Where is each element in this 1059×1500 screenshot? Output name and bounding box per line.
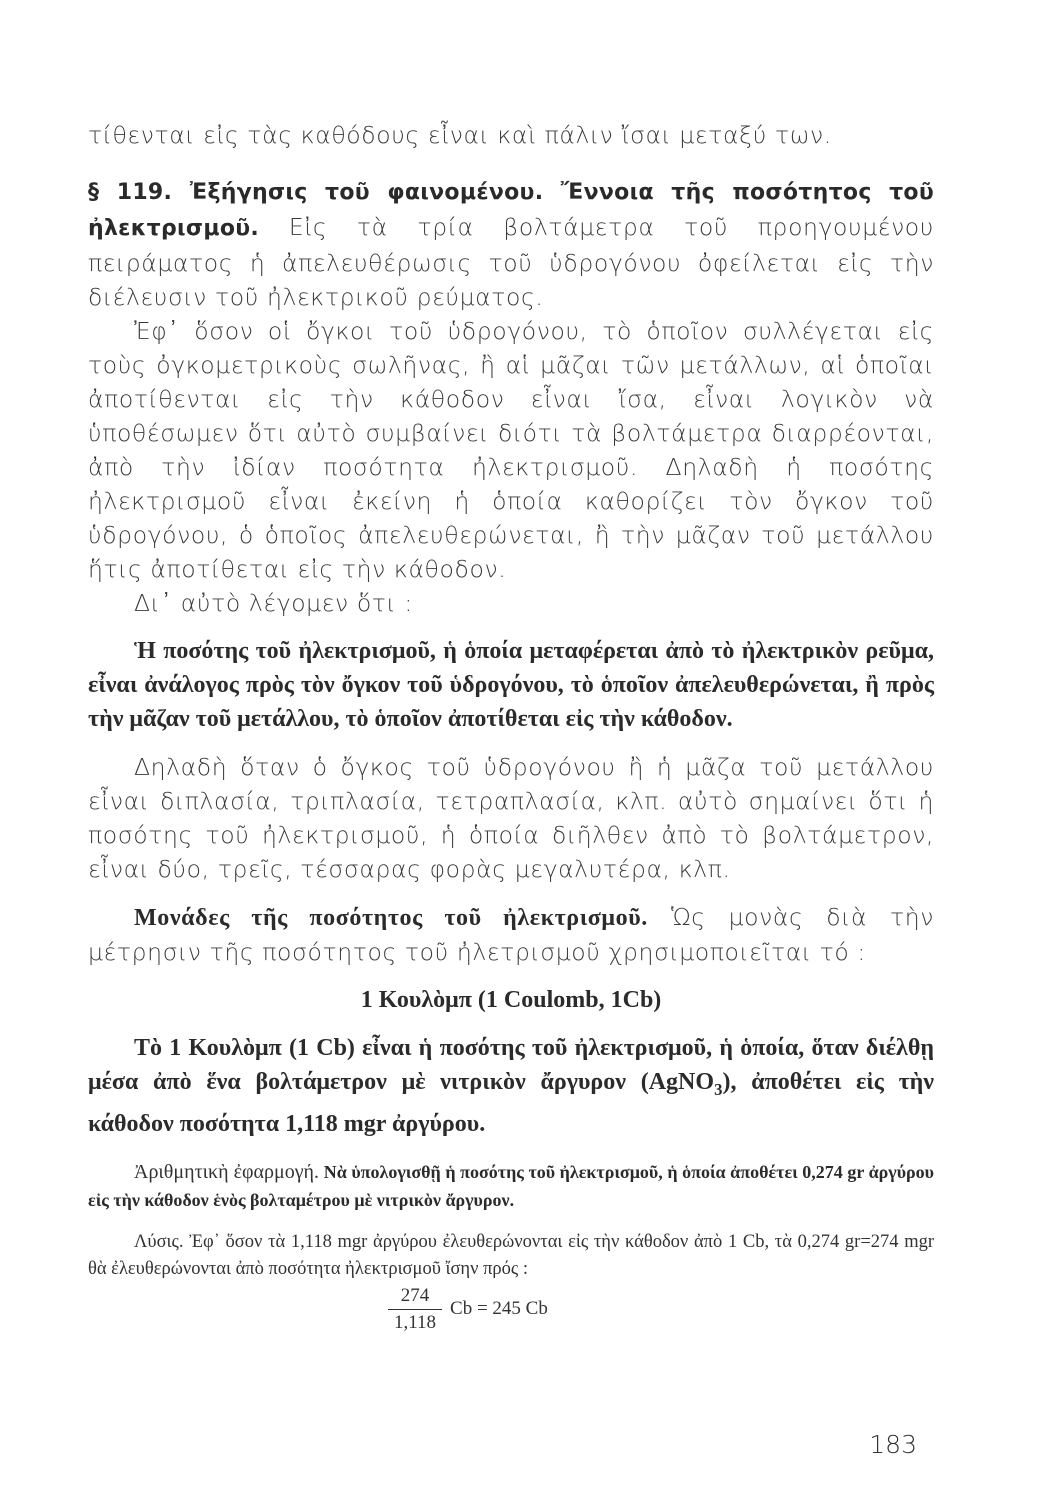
numerical-example	[88, 1159, 934, 1215]
page-number: 183	[869, 1430, 917, 1459]
paragraph-multiples: Δηλαδὴ ὅταν ὁ ὄγκος τοῦ ὑδρογόνου ἢ ἡ μᾶζα τοῦ μετάλλου εἶναι διπλασία, τριπλασία, τετραπλασία, κλπ. αὐτὸ σημαίνει ὅτι ἡ ποσότης τοῦ ἠλεκτρισμοῦ, ἡ ὁποία διῆλθεν ἀπὸ τὸ βολτάμετρον, εἶναι δύο, τρεῖς, τέσσαρας φορὰς μεγαλυτέρα, κλπ.	[88, 753, 934, 883]
example-label: Ἀριθμητικὴ ἐφαρμογή.	[134, 1160, 320, 1183]
formula-numerator: 274	[400, 1284, 430, 1306]
solution	[88, 1229, 934, 1283]
units-text: Ὡς μονὰς διὰ τὴν μέτρησιν τῆς ποσότητος τοῦ ἠλετρισμοῦ χρησιμοποιεῖται τό :	[88, 903, 934, 966]
formula-result: Cb = 245 Cb	[450, 1298, 548, 1320]
page-body	[88, 118, 934, 1334]
section-119	[88, 174, 934, 314]
definition-text-before: Τὸ 1 Κουλὸμπ (1 Cb) εἶναι ἡ ποσότης τοῦ ἠλεκτρισμοῦ, ἡ ὁποία, ὅταν διέλθῃ μέσα ἀπὸ ἕνα βολτάμετρον μὲ νιτρικὸν ἄργυρον (AgNO	[88, 1035, 934, 1095]
solution-label: Λύσις.	[134, 1231, 184, 1252]
law-statement: Ἡ ποσότης τοῦ ἠλεκτρισμοῦ, ἡ ὁποία μεταφέρεται ἀπὸ τὸ ἠλεκτρικὸν ρεῦμα, εἶναι ἀνάλογος πρὸς τὸν ὄγκον τοῦ ὑδρογόνου, τὸ ὁποῖον ἀπελευθερώνεται, ἢ πρὸς τὴν μᾶζαν τοῦ μετάλλου, τὸ ὁποῖον ἀποτίθεται εἰς τὴν κάθοδον.	[88, 638, 934, 732]
solution-text: Ἐφ᾽ ὅσον τὰ 1,118 mgr ἀργύρου ἐλευθερώνονται εἰς τὴν κάθοδον ἀπὸ 1 Cb, τὰ 0,274 gr=274 mgr θὰ ἐλευθερώνονται ἀπὸ ποσότητα ἠλεκτρισμοῦ ἴσην πρός :	[88, 1231, 935, 1279]
example-text: Νὰ ὑπολογισθῇ ἡ ποσότης τοῦ ἠλεκτρισμοῦ, ἡ ὁποία ἀποθέτει 0,274 gr ἀργύρου εἰς τὴν κάθοδον ἑνὸς βολταμέτρου μὲ νιτρικὸν ἄργυρον.	[88, 1161, 935, 1210]
unit-title: 1 Κουλὸμπ (1 Coulomb, 1Cb)	[360, 987, 662, 1013]
top-line: τίθενται εἰς τὰς καθόδους εἶναι καὶ πάλιν ἴσαι μεταξύ των.	[88, 121, 832, 149]
definition-text-after: ), ἀποθέτει εἰς τὴν κάθοδον ποσότητα 1,118 mgr ἀργύρου.	[88, 1069, 934, 1137]
formula-denominator: 1,118	[388, 1309, 442, 1334]
units-heading: Μονάδες τῆς ποσότητος τοῦ ἠλεκτρισμοῦ.	[134, 905, 648, 931]
paragraph-intro: Δι᾽ αὐτὸ λέγομεν ὅτι :	[134, 589, 413, 617]
paragraph-explanation: Ἐφ᾽ ὅσον οἱ ὄγκοι τοῦ ὑδρογόνου, τὸ ὁποῖον συλλέγεται εἰς τοὺς ὀγκομετρικοὺς σωλῆνας, ἢ αἱ μᾶζαι τῶν μετάλλων, αἱ ὁποῖαι ἀποτίθενται εἰς τὴν κάθοδον εἶναι ἴσα, εἶναι λογικὸν νὰ ὑποθέσωμεν ὅτι αὐτὸ συμβαίνει διότι τὰ βολτάμετρα διαρρέονται, ἀπὸ τὴν ἰδίαν ποσότητα ἠλεκτρισμοῦ. Δηλαδὴ ἡ ποσότης ἠλεκτρισμοῦ εἶναι ἐκείνη ἡ ὁποία καθορίζει τὸν ὄγκον τοῦ ὑδρογόνου, ὁ ὁποῖος ἀπελευθερώνεται, ἢ τὴν μᾶζαν τοῦ μετάλλου ἥτις ἀποτίθεται εἰς τὴν κάθοδον.	[88, 317, 934, 583]
section-heading: Ἐξήγησις τοῦ φαινομένου. Ἔννοια τῆς ποσότητος τοῦ ἠλεκτρισμοῦ.	[88, 180, 934, 241]
section-text: Εἰς τὰ τρία βολτάμετρα τοῦ προηγουμένου πειράματος ἡ ἀπελευθέρωσις τοῦ ὑδρογόνου ὀφείλεται εἰς τὴν διέλευσιν τοῦ ἠλεκτρικοῦ ρεύματος.	[88, 213, 934, 311]
definition-subscript: 3	[714, 1079, 723, 1099]
section-number: § 119.	[88, 180, 173, 205]
solution-formula	[388, 1285, 934, 1334]
units-paragraph	[88, 900, 934, 969]
formula-fraction	[388, 1285, 442, 1334]
coulomb-definition	[88, 1031, 934, 1141]
